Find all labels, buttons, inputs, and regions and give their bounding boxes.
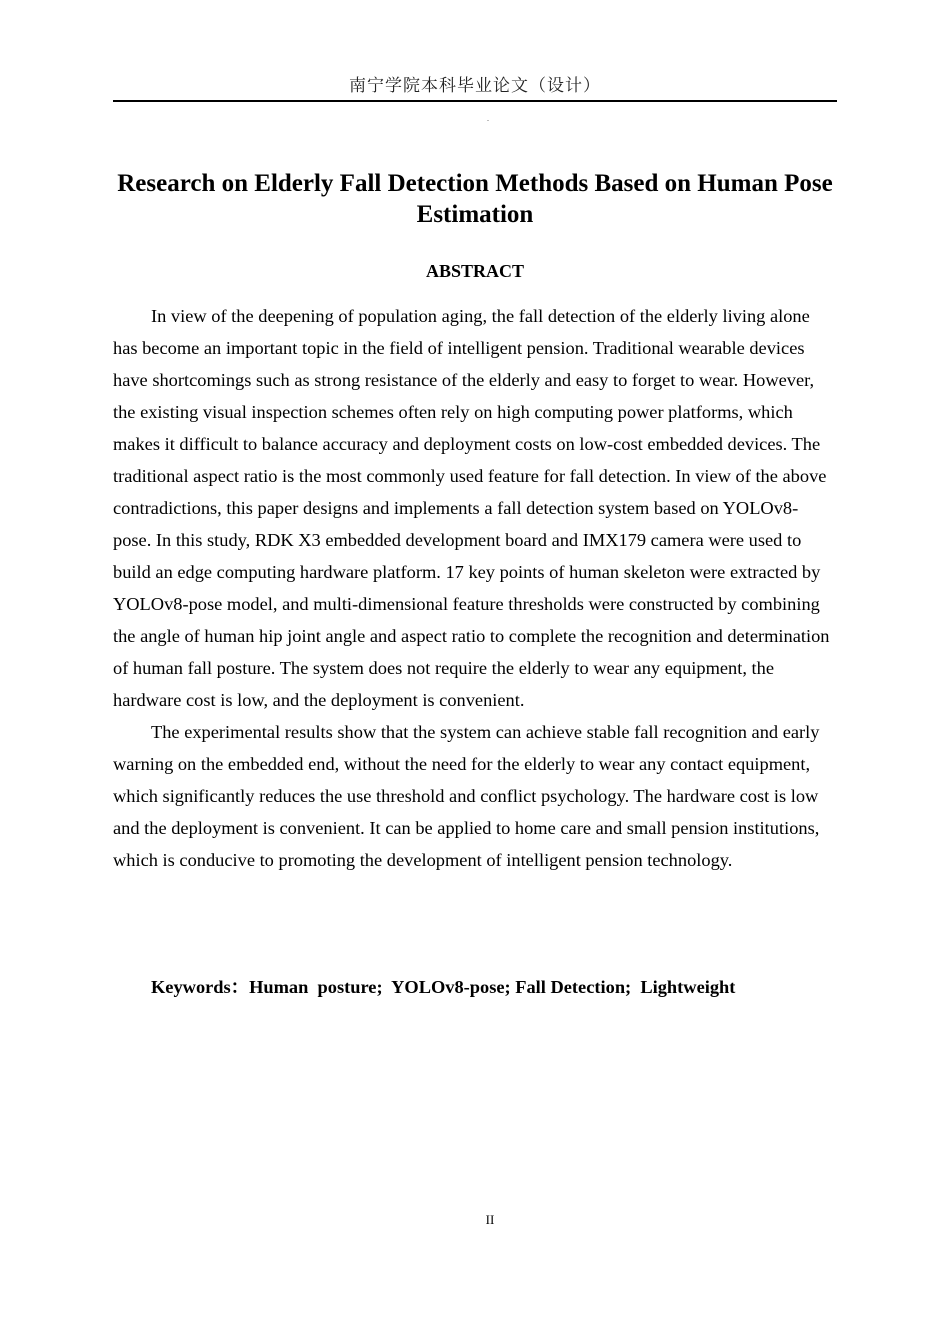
header-divider — [113, 100, 837, 102]
abstract-heading: ABSTRACT — [425, 261, 525, 281]
page-number: II — [485, 1212, 495, 1227]
abstract-paragraph-2: The experimental results show that the system can achieve stable fall recognition and early warning on the embedded end, without the need for the elderly to wear any contact equipment, which significantly reduces the use threshold and conflict psychology. The hardware cost is low and the deployment is convenient. It can be applied to home care and small pension institutions, which is conducive to promoting the development of intelligent pension technology. — [113, 722, 820, 870]
keywords-line: Keywords：Human posture; YOLOv8-pose; Fall Detection; Lightweight — [151, 977, 736, 997]
header-dot-mark: . — [487, 114, 489, 123]
abstract-paragraph-1: In view of the deepening of population aging, the fall detection of the elderly living alone has become an important topic in the field of intelligent pension. Traditional wearable devices have shortcomings such as strong resistance of the elderly and easy to forget to wear. However, the existing visual inspection schemes often rely on high computing power platforms, which makes it difficult to balance accuracy and deployment costs on low-cost embedded devices. The traditional aspect ratio is the most commonly used feature for fall detection. In view of the above contradictions, this paper designs and implements a fall detection system based on YOLOv8-pose. In this study, RDK X3 embedded development board and IMX179 camera were used to build an edge computing hardware platform. 17 key points of human skeleton were extracted by YOLOv8-pose model, and multi-dimensional feature thresholds were constructed by combining the angle of human hip joint angle and aspect ratio to complete the recognition and determination of human fall posture. The system does not require the elderly to wear any equipment, the hardware cost is low, and the deployment is convenient. — [113, 306, 830, 710]
paper-title: Research on Elderly Fall Detection Methods Based on Human Pose Estimation — [117, 170, 833, 228]
abstract-body — [113, 300, 835, 876]
running-header: 南宁学院本科毕业论文（设计） — [349, 76, 601, 96]
